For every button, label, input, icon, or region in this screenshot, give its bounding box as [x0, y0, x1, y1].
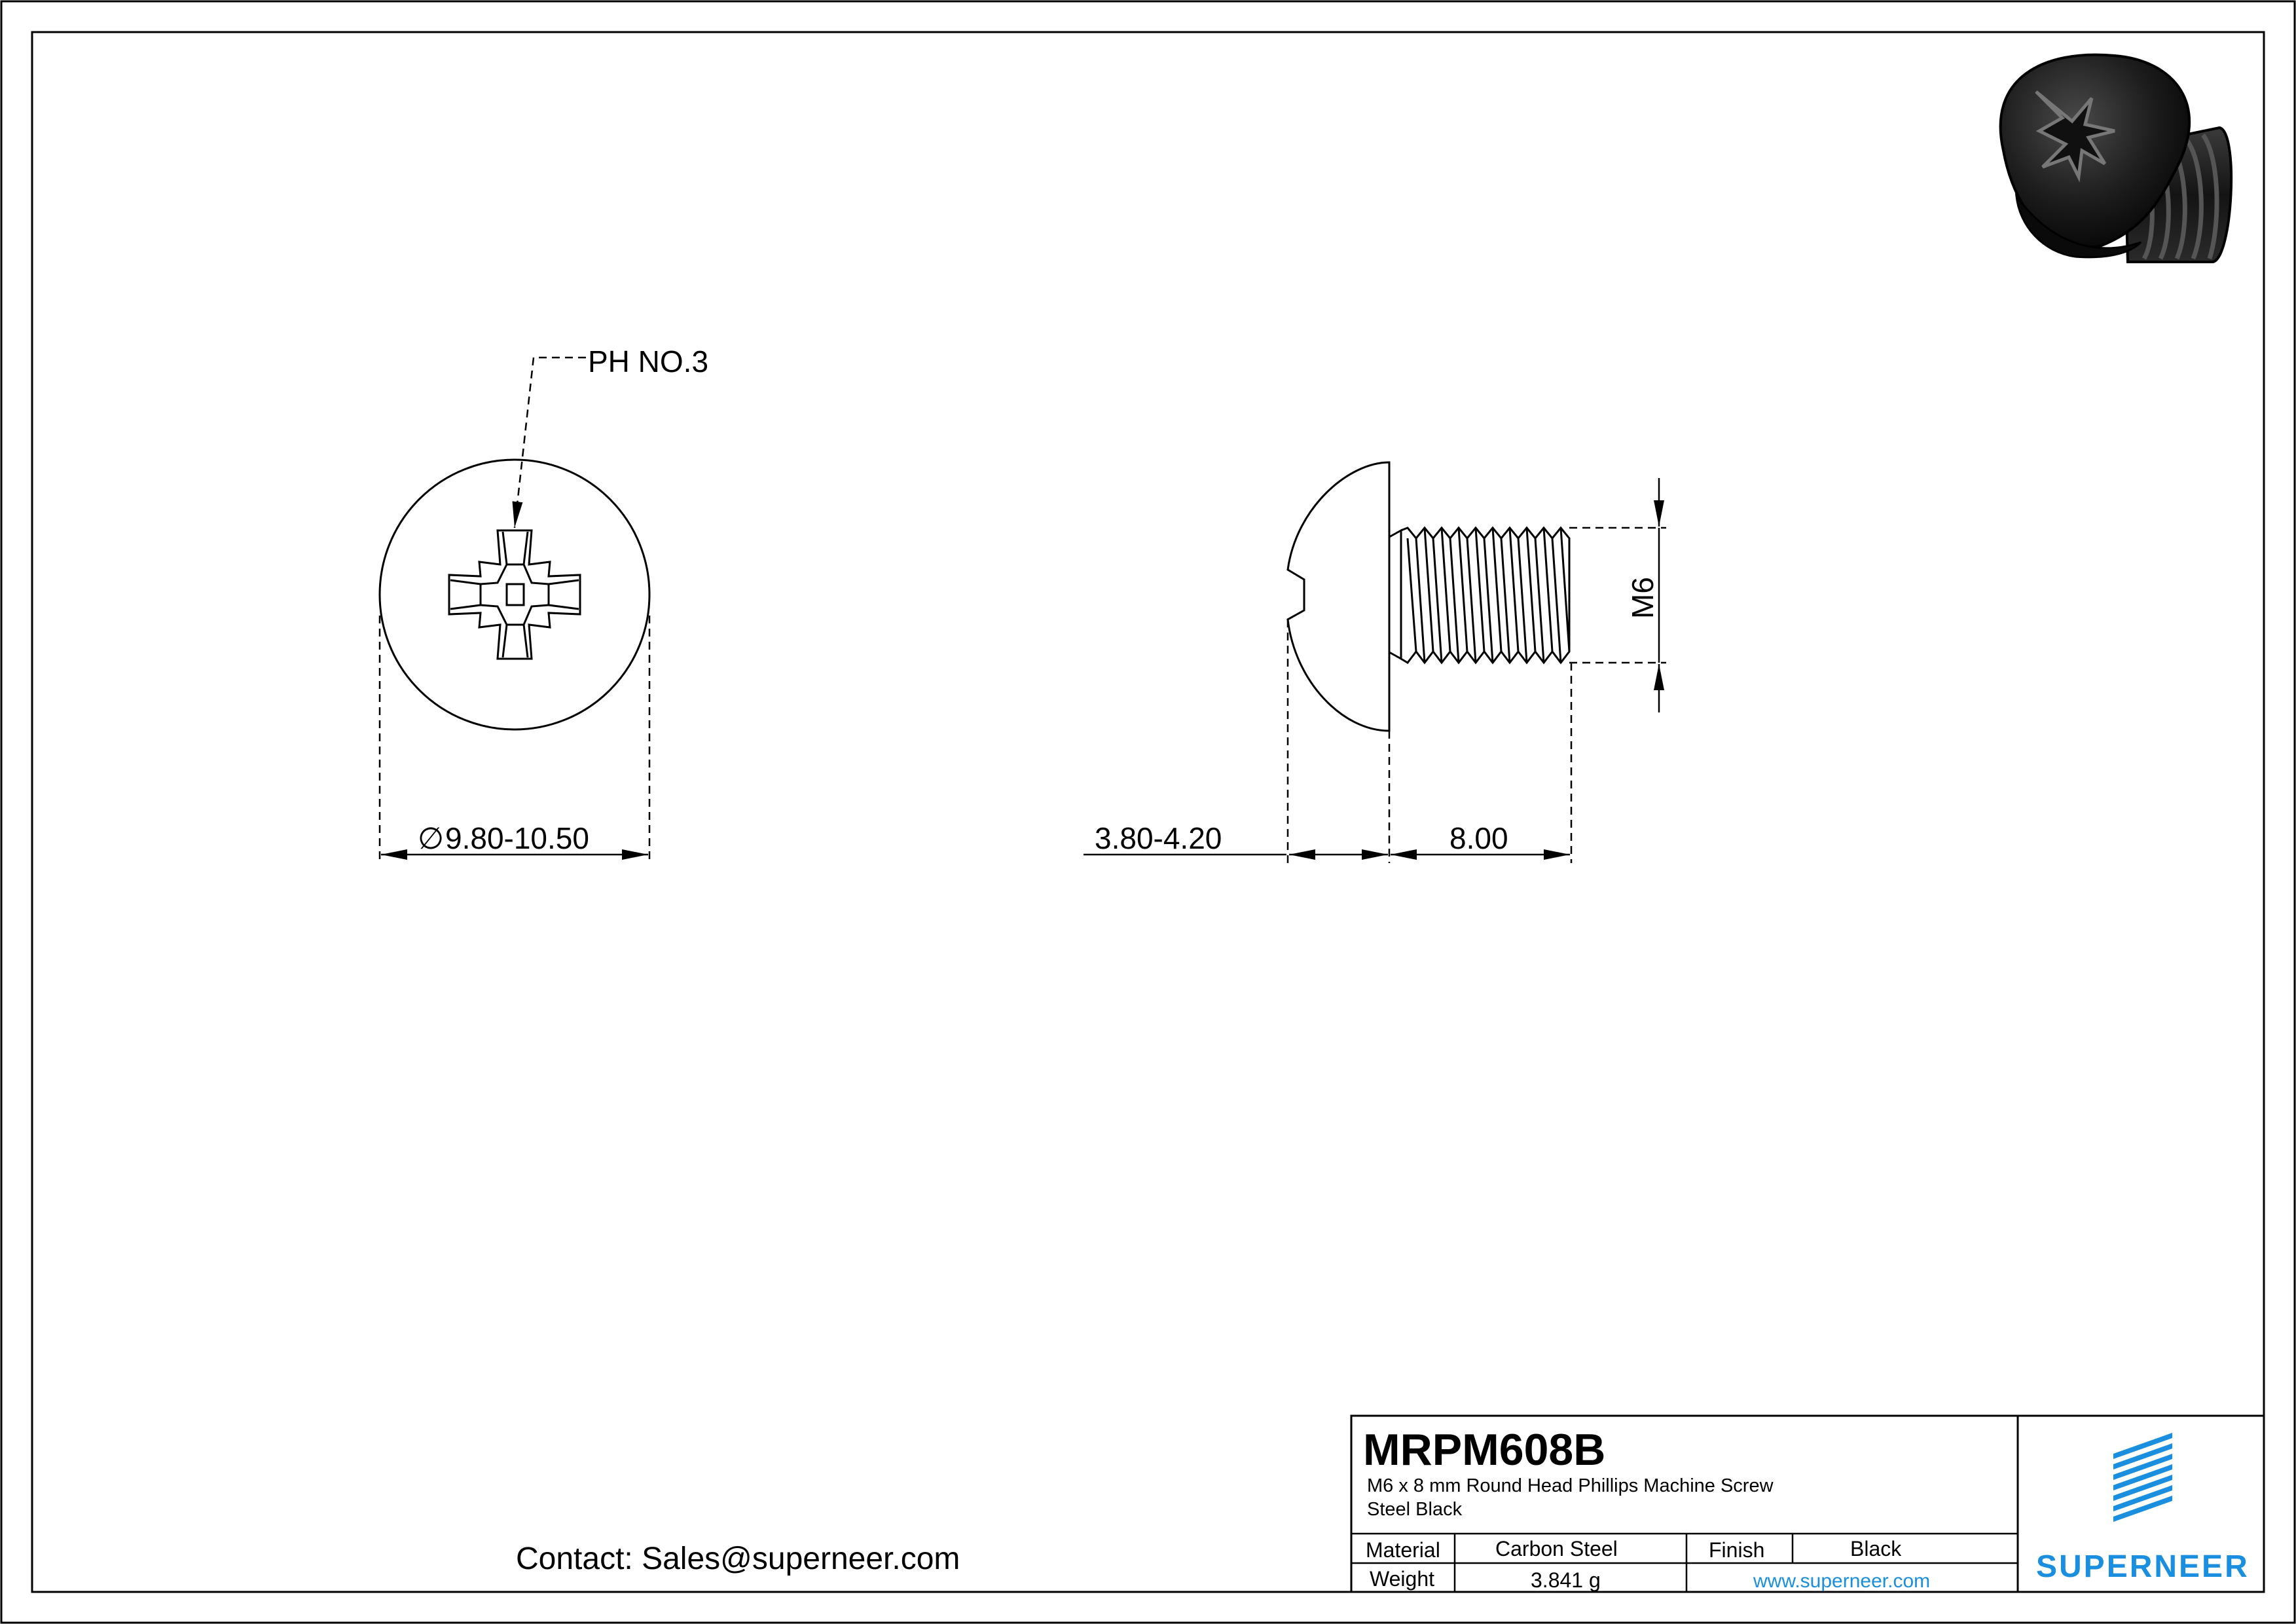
finish-label: Finish	[1709, 1538, 1765, 1562]
description-line1: M6 x 8 mm Round Head Phillips Machine Screw	[1367, 1475, 1774, 1496]
drive-leader	[515, 358, 586, 528]
top-view	[380, 344, 708, 864]
screw-3d-render	[2001, 55, 2232, 262]
weight-value: 3.841 g	[1531, 1568, 1601, 1592]
diameter-label: 9.80-10.50	[445, 821, 589, 855]
side-view	[1084, 462, 1666, 863]
title-block	[1351, 1416, 2264, 1592]
contact-text: Contact: Sales@superneer.com	[516, 1541, 960, 1576]
drive-label: PH NO.3	[588, 344, 709, 378]
head-outline	[380, 460, 649, 729]
description-line2: Steel Black	[1367, 1499, 1463, 1520]
sheet-border	[1, 1, 2295, 1623]
phillips-recess	[449, 530, 580, 659]
head-height-label: 3.80-4.20	[1095, 821, 1222, 855]
diameter-symbol: ∅	[418, 821, 445, 855]
superneer-stripes-logo	[2113, 1433, 2172, 1522]
part-number: MRPM608B	[1363, 1425, 1606, 1475]
head-profile	[1288, 462, 1389, 731]
finish-value: Black	[1850, 1537, 1902, 1560]
thread-label: M6	[1626, 577, 1660, 619]
website-link[interactable]: www.superneer.com	[1753, 1570, 1931, 1592]
material-label: Material	[1366, 1538, 1440, 1562]
material-value: Carbon Steel	[1495, 1537, 1618, 1560]
weight-label: Weight	[1370, 1567, 1435, 1591]
length-label: 8.00	[1449, 821, 1508, 855]
thread-body	[1401, 528, 1569, 663]
brand-name: SUPERNEER	[2036, 1549, 2250, 1584]
